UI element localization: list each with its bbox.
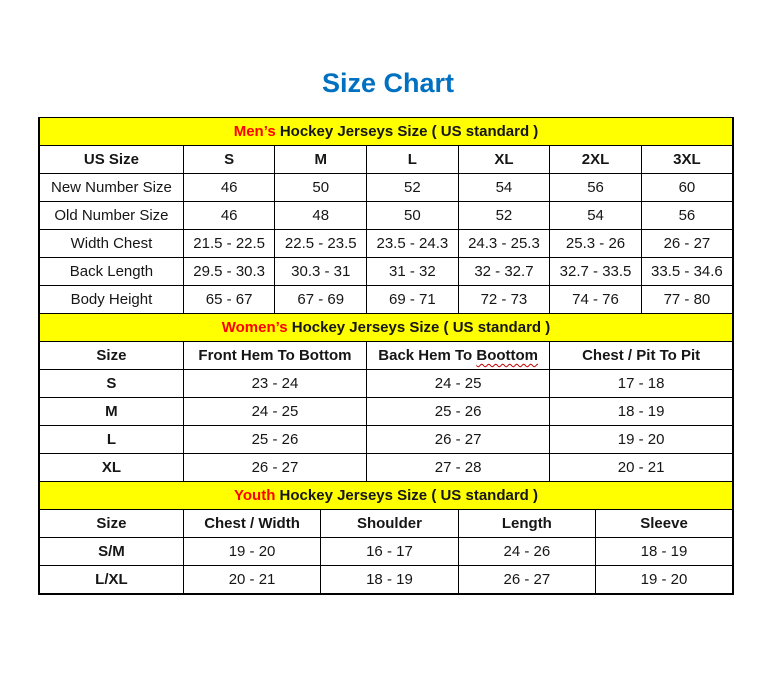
row-label: L [39,426,183,454]
table-cell: 33.5 - 34.6 [641,258,733,286]
table-cell: 56 [550,174,642,202]
table-cell: 20 - 21 [550,454,733,483]
table-cell: 25.3 - 26 [550,230,642,258]
column-header: Front Hem To Bottom [183,342,366,370]
section-banner [39,314,733,342]
table-row [39,286,733,315]
column-header: Size [39,342,183,370]
row-label: Back Length [39,258,183,286]
table-cell: 46 [183,202,275,230]
row-label: S/M [39,538,183,566]
banner-row [39,314,733,342]
table-cell: 52 [458,202,550,230]
column-header: XL [458,146,550,174]
banner-row [39,118,733,146]
table-cell: 50 [367,202,459,230]
header-row [39,342,733,370]
row-label: Old Number Size [39,202,183,230]
table-cell: 23 - 24 [183,370,366,398]
table-row [39,258,733,286]
table-cell: 72 - 73 [458,286,550,315]
table-row [39,174,733,202]
table-cell: 46 [183,174,275,202]
table-row [39,398,733,426]
table-cell: 54 [458,174,550,202]
table-cell: 17 - 18 [550,370,733,398]
banner-highlight: Women’s [221,319,288,336]
table-cell: 77 - 80 [641,286,733,315]
youth-table [38,481,734,595]
column-header: M [275,146,367,174]
column-header: US Size [39,146,183,174]
row-label: Width Chest [39,230,183,258]
section-banner [39,118,733,146]
table-cell: 24 - 25 [183,398,366,426]
table-cell: 18 - 19 [321,566,458,595]
table-cell: 56 [641,202,733,230]
table-cell: 19 - 20 [596,566,733,595]
banner-text: Hockey Jerseys Size ( US standard ) [275,123,539,140]
table-row [39,538,733,566]
table-cell: 18 - 19 [550,398,733,426]
table-cell: 18 - 19 [596,538,733,566]
table-row [39,202,733,230]
table-cell: 74 - 76 [550,286,642,315]
banner-text: Hockey Jerseys Size ( US standard ) [287,319,551,336]
table-cell: 32.7 - 33.5 [550,258,642,286]
banner-text: Hockey Jerseys Size ( US standard ) [275,487,538,504]
table-cell: 48 [275,202,367,230]
table-cell: 24 - 25 [367,370,550,398]
banner-row [39,482,733,510]
table-cell: 60 [641,174,733,202]
header-row [39,510,733,538]
table-row [39,454,733,483]
banner-highlight: Youth [234,487,276,504]
misspelled-word: Boottom [476,347,539,364]
table-row [39,426,733,454]
row-label: L/XL [39,566,183,595]
column-header: Length [458,510,595,538]
page-title: Size Chart [321,68,455,98]
table-cell: 67 - 69 [275,286,367,315]
header-row [39,146,733,174]
column-header-text: Back Hem To [378,347,477,364]
table-cell: 29.5 - 30.3 [183,258,275,286]
mens-table [38,117,734,315]
table-cell: 65 - 67 [183,286,275,315]
table-cell: 21.5 - 22.5 [183,230,275,258]
table-cell: 52 [367,174,459,202]
size-chart-tables [38,117,734,595]
table-cell: 20 - 21 [183,566,320,595]
table-cell: 19 - 20 [550,426,733,454]
table-cell: 16 - 17 [321,538,458,566]
column-header: Sleeve [596,510,733,538]
table-cell: 27 - 28 [367,454,550,483]
table-cell: 30.3 - 31 [275,258,367,286]
row-label: M [39,398,183,426]
column-header: Size [39,510,183,538]
banner-highlight: Men’s [233,123,276,140]
column-header: S [183,146,275,174]
table-row [39,370,733,398]
section-banner [39,482,733,510]
table-cell: 26 - 27 [183,454,366,483]
table-cell: 25 - 26 [367,398,550,426]
row-label: New Number Size [39,174,183,202]
table-cell: 69 - 71 [367,286,459,315]
column-header: L [367,146,459,174]
column-header: Chest / Pit To Pit [550,342,733,370]
table-cell: 24 - 26 [458,538,595,566]
row-label: Body Height [39,286,183,315]
table-row [39,230,733,258]
column-header: Shoulder [321,510,458,538]
table-cell: 26 - 27 [367,426,550,454]
column-header [367,342,550,370]
table-cell: 31 - 32 [367,258,459,286]
womens-table [38,313,734,483]
table-cell: 26 - 27 [641,230,733,258]
column-header: Chest / Width [183,510,320,538]
table-cell: 32 - 32.7 [458,258,550,286]
column-header: 3XL [641,146,733,174]
table-cell: 54 [550,202,642,230]
table-cell: 26 - 27 [458,566,595,595]
row-label: S [39,370,183,398]
table-cell: 19 - 20 [183,538,320,566]
table-cell: 50 [275,174,367,202]
table-row [39,566,733,595]
table-cell: 25 - 26 [183,426,366,454]
table-cell: 24.3 - 25.3 [458,230,550,258]
column-header: 2XL [550,146,642,174]
table-cell: 22.5 - 23.5 [275,230,367,258]
table-cell: 23.5 - 24.3 [367,230,459,258]
row-label: XL [39,454,183,483]
